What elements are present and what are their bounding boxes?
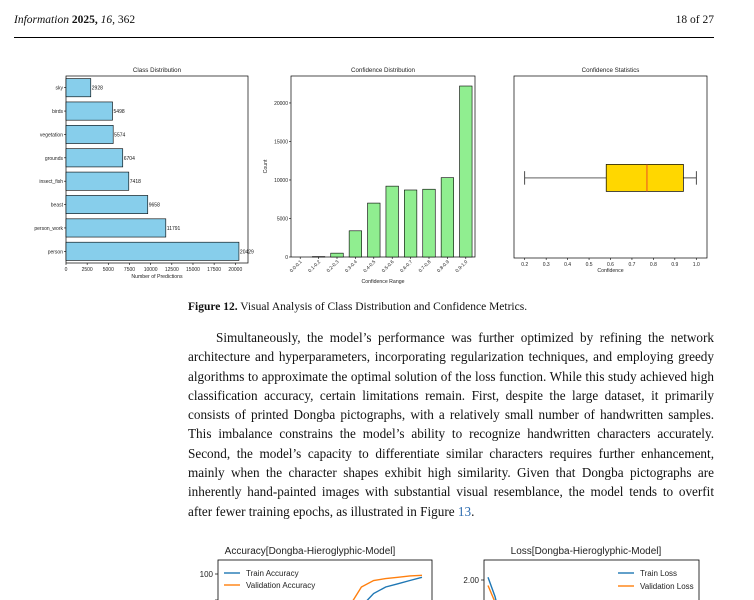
y-tick-label: insect_fish [39, 179, 63, 186]
x-tick-label: 5000 [102, 267, 114, 273]
chart-title: Accuracy[Dongba-Hieroglyphic-Model] [224, 546, 396, 557]
y-tick-label: person_work [34, 225, 63, 232]
x-tick-label: 0.8-0.9 [436, 259, 451, 274]
bar-value-label: 11791 [166, 225, 181, 232]
journal-citation [14, 14, 135, 26]
x-tick-label: 2500 [81, 267, 93, 273]
box [606, 164, 683, 191]
x-tick-label: 0 [64, 267, 68, 273]
bar-value-label: 9658 [148, 202, 160, 209]
plot-frame [218, 560, 432, 600]
y-tick-label: sky [55, 85, 63, 92]
legend-label: Train Accuracy [246, 569, 299, 578]
y-tick-label: beast [50, 202, 63, 209]
x-tick-label: 0.3 [542, 262, 550, 268]
x-tick-label: 0.1-0.2 [307, 259, 323, 274]
bar-value-label: 20429 [239, 249, 254, 256]
x-tick-label: 0.7 [628, 262, 636, 268]
x-tick-label: 0.9 [671, 262, 679, 268]
page-number: 18 of 27 [675, 14, 714, 26]
header-rule [14, 37, 714, 38]
y-tick-label: 0 [285, 255, 288, 261]
bar [386, 186, 399, 257]
loss-chart [450, 540, 710, 600]
body-paragraph [188, 328, 714, 521]
x-tick-label: 20000 [228, 267, 243, 273]
x-tick-label: 15000 [186, 267, 200, 273]
y-axis-label: Count [263, 159, 269, 174]
x-axis-label: Confidence [597, 268, 624, 274]
bar [404, 190, 417, 257]
x-axis-label: Number of Predictions [131, 274, 183, 280]
paragraph-text: Simultaneously, the model’s performance was further optimized by refining the network architecture and hyperparameters, incorporating regularization techniques, and employing greedy algorithms to approximate the optimal solution of the loss function. While this study achieved high classification accuracy, certain limitations remain. First, despite the large dataset, it primarily consists of printed Dongba pictographs, with a relatively small number of handwritten samples. This imbalance constrains the model’s ability to recognize handwritten characters accurately. Second, the model’s capacity to differentiate similar characters requires further enhancement, mainly when the character shapes exhibit high similarity. Given that Dongba pictographs are inherently hand-painted images with substantial visual resemblance, the model tends to overfit after fewer training epochs, as illustrated in Figure [188, 330, 714, 519]
figure-reference-link[interactable]: 13 [457, 503, 472, 519]
x-tick-label: 0.2 [521, 262, 529, 268]
journal-page: 362 [117, 14, 136, 26]
x-tick-label: 10000 [143, 267, 158, 273]
bar [460, 86, 473, 257]
x-tick-label: 0.4-0.5 [363, 259, 378, 274]
journal-volume: 16, [100, 14, 115, 26]
x-tick-label: 0.9-1.0 [455, 259, 470, 274]
series-line [313, 575, 422, 600]
x-tick-label: 7500 [123, 267, 136, 273]
bar [66, 219, 166, 237]
y-tick-label: birds [52, 109, 63, 116]
x-tick-label: 0.6 [607, 262, 614, 268]
page-header [14, 14, 714, 34]
y-tick-label: 20000 [274, 100, 288, 107]
x-tick-label: 0.7-0.8 [418, 259, 433, 274]
y-tick-label: 15000 [274, 139, 288, 146]
bar [66, 172, 129, 190]
figure-label: Figure 12. [188, 301, 238, 313]
bar [423, 189, 436, 257]
chart-title: Loss[Dongba-Hieroglyphic-Model] [510, 546, 662, 557]
class-distribution-chart [20, 62, 256, 282]
bar-value-label: 6704 [123, 155, 135, 162]
legend-label: Validation Accuracy [246, 581, 316, 590]
x-tick-label: 1.0 [692, 262, 700, 268]
bar [331, 253, 344, 257]
figure-caption-text: Visual Analysis of Class Distribution and Confidence Metrics. [237, 301, 528, 313]
bar [66, 242, 239, 260]
bar-value-label: 7418 [129, 179, 141, 186]
y-tick-label: 10000 [274, 177, 288, 184]
chart-title: Class Distribution [132, 67, 182, 74]
y-tick-label: 2.00 [463, 576, 479, 585]
bar-value-label: 5498 [113, 109, 125, 116]
bar [66, 125, 113, 143]
x-tick-label: 0.5-0.6 [381, 259, 396, 274]
x-tick-label: 0.6-0.7 [399, 259, 415, 274]
bar [349, 231, 362, 257]
legend-label: Train Loss [640, 569, 678, 578]
x-tick-label: 0.8 [649, 262, 657, 268]
bar-value-label: 2928 [91, 85, 103, 92]
plot-frame [484, 560, 699, 600]
bar [66, 79, 91, 97]
bar [441, 178, 454, 257]
y-tick-label: grounds [44, 155, 63, 162]
x-tick-label: 0.5 [585, 262, 593, 268]
x-axis-label: Confidence Range [361, 279, 405, 285]
x-tick-label: 12500 [164, 267, 179, 273]
bar [66, 102, 113, 120]
x-tick-label: 0.4 [564, 262, 572, 268]
x-tick-label: 17500 [207, 267, 222, 273]
x-tick-label: 0.0-0.1 [289, 259, 304, 274]
journal-name: Information [14, 14, 69, 26]
paragraph-end: . [471, 503, 475, 519]
x-tick-label: 0.2-0.3 [326, 259, 341, 274]
legend-label: Validation Loss [640, 582, 694, 591]
bar [66, 149, 123, 167]
bar [66, 195, 148, 213]
series-line [313, 577, 422, 600]
y-tick-label: person [47, 249, 63, 256]
chart-title: Confidence Distribution [351, 67, 415, 74]
y-tick-label: 5000 [276, 216, 288, 223]
series-line [488, 577, 502, 600]
y-tick-label: vegetation [39, 132, 63, 139]
confidence-statistics-chart [505, 62, 715, 282]
y-tick-label: 100 [199, 570, 213, 579]
confidence-distribution-chart [255, 62, 485, 292]
journal-year: 2025, [71, 14, 98, 26]
accuracy-chart [190, 540, 440, 600]
bar [368, 203, 381, 257]
bar-value-label: 5574 [114, 132, 126, 139]
figure-caption [188, 301, 728, 313]
x-tick-label: 0.3-0.4 [344, 259, 359, 274]
chart-title: Confidence Statistics [581, 67, 640, 74]
